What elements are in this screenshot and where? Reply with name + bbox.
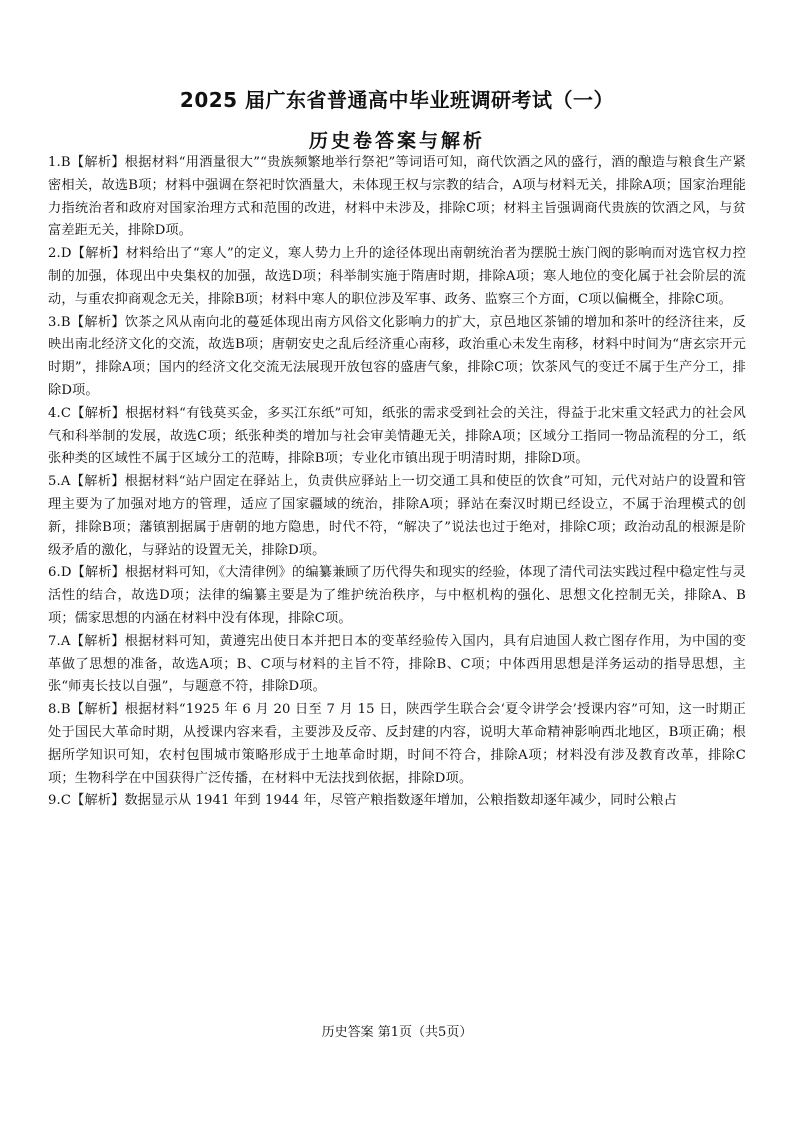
answer-item-7: 7.A【解析】根据材料可知，黄遵宪出使日本并把日本的变革经验传入国内，具有启迪国人救亡图存作用，为中国的变革做了思想的准备，故选A项；B、C项与材料的主旨不符，排除B、C项；中体西用思想是洋务运动的指导思想，主张“师夷长技以自强”，与题意不符，排除D项。 (48, 633, 746, 695)
answer-list (48, 152, 746, 813)
page-footer: 历史答案 第1页（共5页） (321, 1025, 473, 1040)
answer-item-9: 9.C【解析】数据显示从 1941 年到 1944 年，尽管产粮指数逐年增加，公粮指数却逐年减少，同时公粮占 (48, 793, 677, 809)
answer-item-5: 5.A【解析】根据材料“站户固定在驿站上，负责供应驿站上一切交通工具和使臣的饮食”可知，元代对站户的设置和管理主要为了加强对地方的管理，适应了国家疆域的统治，排除A项；驿站在秦汉时期已经设立，不属于治理模式的创新，排除B项；藩镇割据属于唐朝的地方隐患，时代不符，“解决了”说法也过于绝对，排除C项；政治动乱的根源是阶级矛盾的激化，与驿站的设置无关，排除D项。 (48, 474, 746, 558)
answer-item-1: 1.B【解析】根据材料“用酒量很大”“贵族频繁地举行祭祀”等词语可知，商代饮酒之风的盛行，酒的酿造与粮食生产紧密相关，故选B项；材料中强调在祭祀时饮酒量大，未体现王权与宗教的结合，A项与材料无关，排除A项；国家治理能力指统治者和政府对国家治理方式和范围的改进，材料中未涉及，排除C项；材料主旨强调商代贵族的饮酒之风，与贫富差距无关，排除D项。 (48, 155, 746, 239)
answer-item-2: 2.D【解析】材料给出了“寒人”的定义，寒人势力上升的途径体现出南朝统治者为摆脱士族门阀的影响而对选官权力控制的加强，体现出中央集权的加强，故选D项；科举制实施于隋唐时期，排除A项；寒人地位的变化属于社会阶层的流动，与重农抑商观念无关，排除B项；材料中寒人的职位涉及军事、政务、监察三个方面，C项以偏概全，排除C项。 (48, 246, 746, 307)
answer-item-8: 8.B【解析】根据材料“1925 年 6 月 20 日至 7 月 15 日，陕西学生联合会‘夏令讲学会’授课内容”可知，这一时期正处于国民大革命时期，从授课内容来看，主要涉及反帝、反封建的内容，说明大革命精神影响西北地区，B项正确；根据所学知识可知，农村包围城市策略形成于土地革命时期，时间不符合，排除A项；材料没有涉及教育改革，排除C项；生物科学在中国获得广泛传播，在材料中无法找到依据，排除D项。 (48, 702, 746, 786)
answer-item-3: 3.B【解析】饮茶之风从南向北的蔓延体现出南方风俗文化影响力的扩大，京邑地区茶铺的增加和茶叶的经济往来，反映出南北经济文化的交流，故选B项；唐朝安史之乱后经济重心南移，政治重心未发生南移，材料中时间为“唐玄宗开元时期”，排除A项；国内的经济文化交流无法展现开放包容的盛唐气象，排除C项；饮茶风气的变迁不属于生产分工，排除D项。 (48, 314, 746, 398)
page-subtitle: 历史卷答案与解析 (308, 130, 485, 152)
answer-item-6: 6.D【解析】根据材料可知，《大清律例》的编纂兼顾了历代得失和现实的经验，体现了清代司法实践过程中稳定性与灵活性的结合，故选D项；法律的编纂主要是为了维护统治秩序，与中枢机构的强化、思想文化控制无关，排除A、B 项；儒家思想的内涵在材料中没有体现，排除C项。 (48, 565, 746, 626)
answer-item-4: 4.C【解析】根据材料“有钱莫买金，多买江东纸”可知，纸张的需求受到社会的关注，得益于北宋重文轻武力的社会风气和科举制的发展，故选C项；纸张种类的增加与社会审美情趣无关，排除A项；区域分工指同一物品流程的分工，纸张种类的区域性不属于区域分工的范畴，排除B项；专业化市镇出现于明清时期，排除D项。 (48, 405, 746, 467)
page-title: 2025 届广东省普通高中毕业班调研考试（一） (179, 88, 615, 112)
